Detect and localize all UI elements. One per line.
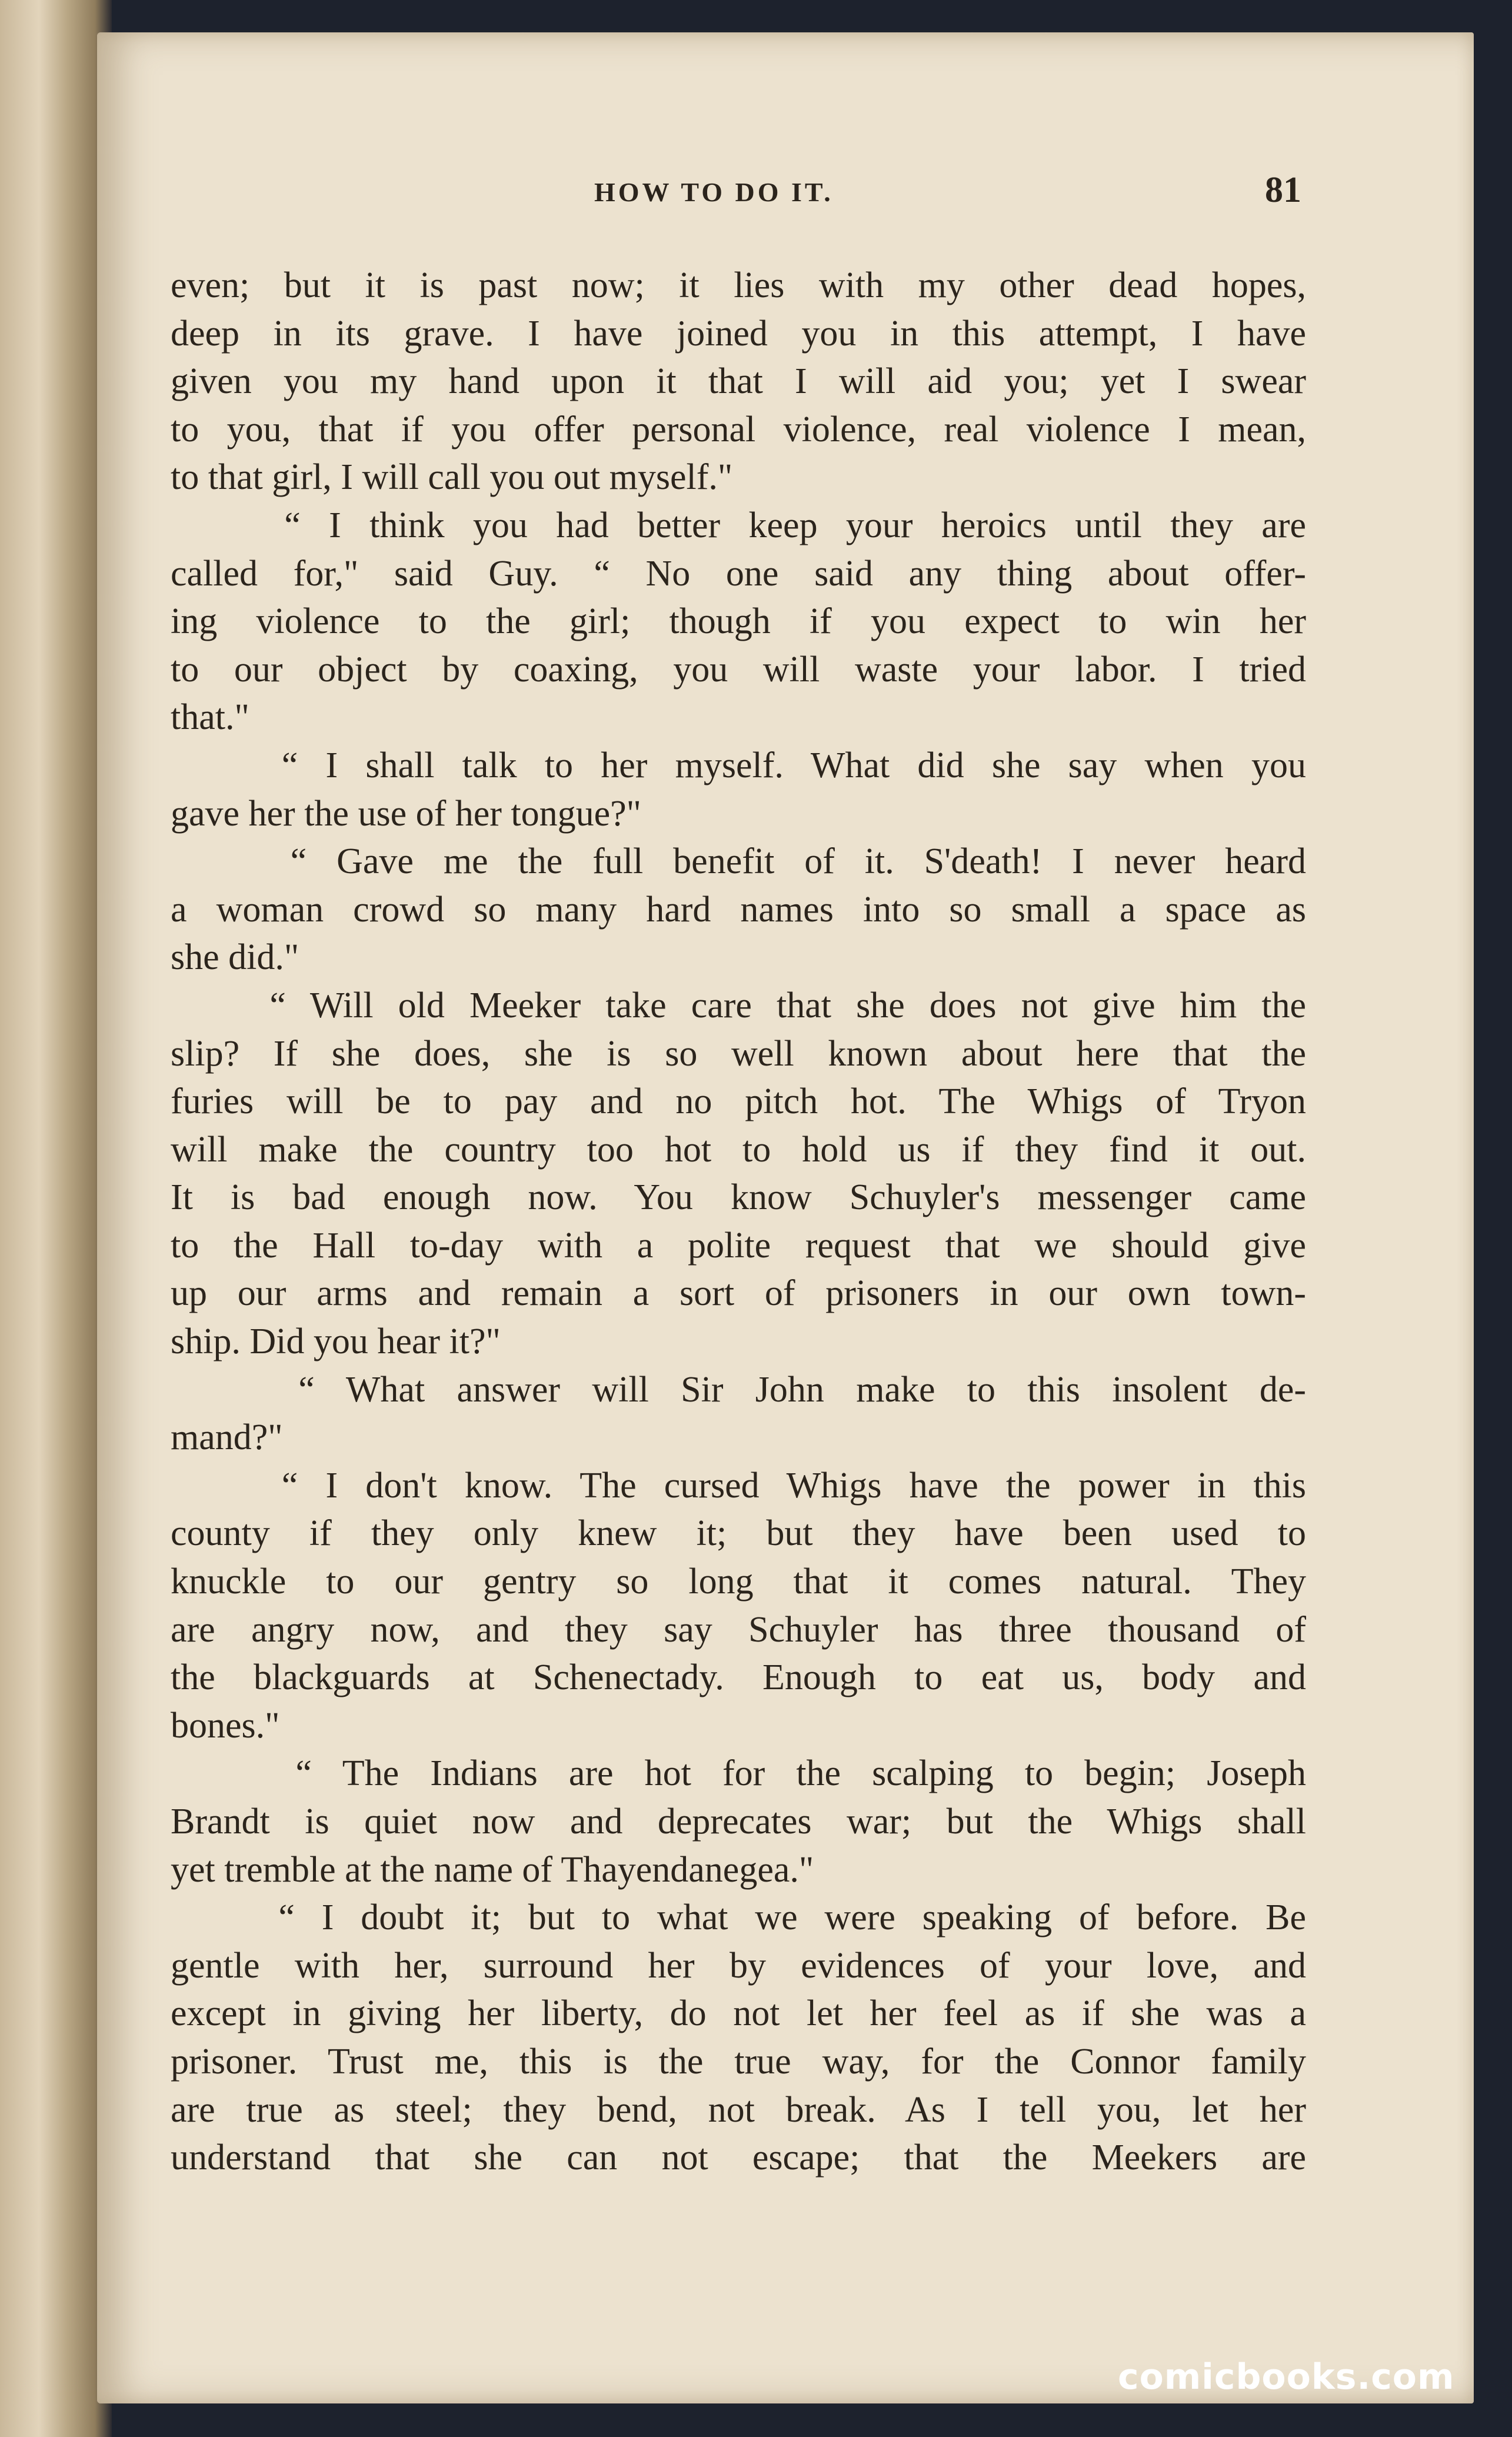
text-line: to the Hall to-day with a polite request that we should give: [171, 1225, 1306, 1266]
text-line: prisoner. Trust me, this is the true way, for the Connor family: [171, 2041, 1306, 2082]
watermark: comicbooks.com: [1118, 2356, 1455, 2398]
text-line: even; but it is past now; it lies with my other dead hopes,: [171, 265, 1306, 305]
text-line: bones.": [171, 1705, 280, 1746]
text-line: are angry now, and they say Schuyler has three thousand of: [171, 1609, 1306, 1650]
text-line: furies will be to pay and no pitch hot. The Whigs of Tryon: [171, 1081, 1306, 1122]
body-text: [171, 262, 1306, 2182]
text-line: county if they only knew it; but they have been used to: [171, 1513, 1306, 1554]
text-line: “ Will old Meeker take care that she does not give him the: [171, 985, 1306, 1026]
text-line: she did.": [171, 937, 299, 978]
text-line: are true as steel; they bend, not break. As I tell you, let her: [171, 2089, 1306, 2130]
running-head: HOW TO DO IT.: [594, 177, 834, 207]
text-line: up our arms and remain a sort of prisoners in our own town-: [171, 1273, 1306, 1314]
text-line: given you my hand upon it that I will aid you; yet I swear: [171, 361, 1306, 402]
page-number: 81: [1265, 170, 1301, 210]
text-line: ship. Did you hear it?": [171, 1321, 501, 1362]
text-line: to our object by coaxing, you will waste your labor. I tried: [171, 649, 1306, 690]
text-line: It is bad enough now. You know Schuyler's messenger came: [171, 1177, 1306, 1218]
text-line: that.": [171, 697, 249, 738]
text-line: knuckle to our gentry so long that it comes natural. They: [171, 1562, 1306, 1602]
text-line: to that girl, I will call you out myself.": [171, 457, 733, 498]
text-line: except in giving her liberty, do not let her feel as if she was a: [171, 1993, 1306, 2034]
text-line: the blackguards at Schenectady. Enough to eat us, body and: [171, 1657, 1306, 1698]
text-line: to you, that if you offer personal violence, real violence I mean,: [171, 409, 1306, 450]
text-line: gentle with her, surround her by evidences of your love, and: [171, 1945, 1306, 1986]
text-line: ing violence to the girl; though if you expect to win her: [171, 601, 1306, 642]
text-line: deep in its grave. I have joined you in this attempt, I have: [171, 313, 1306, 354]
text-line: “ I think you had better keep your heroics until they are: [171, 505, 1306, 545]
text-line: called for," said Guy. “ No one said any thing about offer-: [171, 553, 1306, 594]
text-line: gave her the use of her tongue?": [171, 793, 641, 834]
text-line: yet tremble at the name of Thayendanegea.": [171, 1849, 814, 1890]
text-line: slip? If she does, she is so well known about here that the: [171, 1033, 1306, 1074]
text-line: “ I doubt it; but to what we were speaking of before. Be: [171, 1897, 1306, 1938]
text-line: will make the country too hot to hold us if they find it out.: [171, 1129, 1306, 1170]
text-line: “ What answer will Sir John make to this insolent de-: [171, 1369, 1306, 1410]
text-line: “ I don't know. The cursed Whigs have the power in this: [171, 1465, 1306, 1506]
text-line: Brandt is quiet now and deprecates war; but the Whigs shall: [171, 1802, 1306, 1842]
text-line: mand?": [171, 1417, 283, 1458]
text-line: “ Gave me the full benefit of it. S'death! I never heard: [171, 841, 1306, 882]
text-line: “ The Indians are hot for the scalping to begin; Joseph: [171, 1753, 1306, 1794]
text-line: “ I shall talk to her myself. What did she say when you: [171, 745, 1306, 785]
text-line: understand that she can not escape; that the Meekers are: [171, 2138, 1306, 2178]
book-spine-edge: [0, 0, 112, 2437]
text-line: a woman crowd so many hard names into so small a space as: [171, 889, 1306, 930]
